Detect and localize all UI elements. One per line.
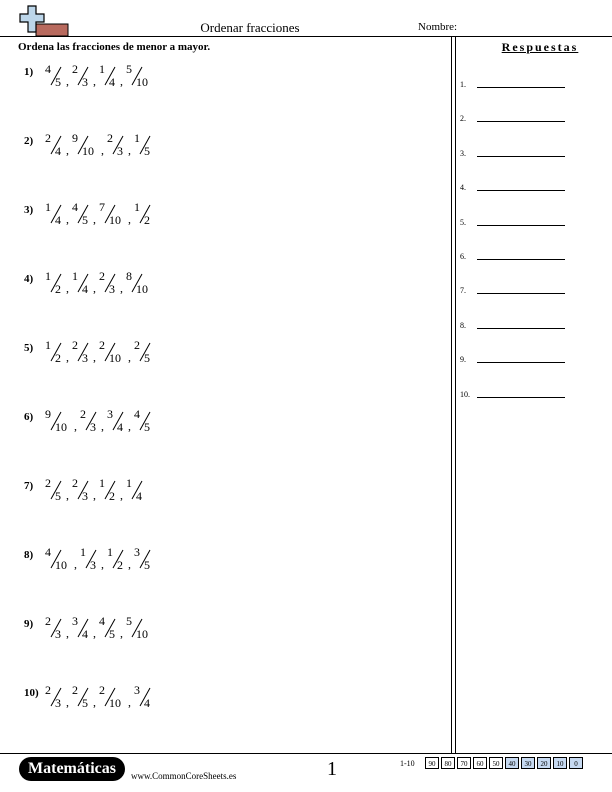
answer-number: 9. xyxy=(460,355,466,365)
separator-comma: , xyxy=(101,419,104,433)
answer-number: 1. xyxy=(460,80,466,89)
denominator: 3 xyxy=(55,627,61,641)
separator-comma: , xyxy=(120,74,123,88)
fraction xyxy=(71,683,101,717)
numerator: 9 xyxy=(45,407,51,421)
fraction xyxy=(98,476,128,510)
answer-field-1[interactable] xyxy=(460,80,580,94)
denominator: 3 xyxy=(55,696,61,710)
denominator: 10 xyxy=(109,351,121,365)
numerator: 3 xyxy=(107,407,113,421)
numerator: 2 xyxy=(99,269,105,283)
fraction xyxy=(133,200,163,234)
denominator: 5 xyxy=(144,351,150,365)
fraction xyxy=(98,200,128,234)
fraction xyxy=(106,131,136,165)
numerator: 1 xyxy=(45,338,51,352)
column-divider xyxy=(455,37,456,753)
problem-1 xyxy=(20,62,440,102)
denominator: 2 xyxy=(109,489,115,503)
problem-3 xyxy=(20,200,440,240)
denominator: 5 xyxy=(144,144,150,158)
score-cell: 40 xyxy=(505,757,519,769)
footer-divider xyxy=(0,753,612,754)
fraction xyxy=(71,476,101,510)
numerator: 3 xyxy=(134,545,140,559)
answer-line[interactable] xyxy=(477,397,565,398)
denominator: 5 xyxy=(144,420,150,434)
separator-comma: , xyxy=(93,350,96,364)
numerator: 1 xyxy=(99,476,105,490)
fraction xyxy=(98,338,128,372)
problem-number: 2) xyxy=(24,135,34,147)
denominator: 2 xyxy=(144,213,150,227)
numerator: 2 xyxy=(99,683,105,697)
numerator: 2 xyxy=(45,131,51,145)
denominator: 10 xyxy=(136,627,148,641)
fraction xyxy=(133,407,163,441)
answer-number: 7. xyxy=(460,286,466,296)
problem-10 xyxy=(20,683,440,723)
numerator: 4 xyxy=(45,545,51,559)
plus-logo-icon xyxy=(18,4,70,38)
problem-4 xyxy=(20,269,440,309)
denominator: 4 xyxy=(82,627,88,641)
answer-line[interactable] xyxy=(477,328,565,329)
numerator: 2 xyxy=(99,338,105,352)
numerator: 1 xyxy=(72,269,78,283)
score-cell: 90 xyxy=(425,757,439,769)
numerator: 2 xyxy=(45,683,51,697)
answer-number: 2. xyxy=(460,114,466,124)
answer-line[interactable] xyxy=(477,87,565,88)
separator-comma: , xyxy=(128,212,131,226)
brand-badge: Matemáticas xyxy=(19,757,125,781)
answer-number: 6. xyxy=(460,252,466,261)
instructions: Ordena las fracciones de menor a mayor. xyxy=(18,41,211,53)
answer-field-10[interactable] xyxy=(460,390,580,404)
numerator: 2 xyxy=(45,476,51,490)
separator-comma: , xyxy=(101,143,104,157)
separator-comma: , xyxy=(66,626,69,640)
numerator: 1 xyxy=(134,131,140,145)
answer-field-6[interactable] xyxy=(460,252,580,266)
answer-field-3[interactable] xyxy=(460,149,580,163)
fraction xyxy=(44,131,74,165)
problem-number: 6) xyxy=(24,411,34,423)
separator-comma: , xyxy=(93,212,96,226)
numerator: 1 xyxy=(126,476,132,490)
problem-number: 5) xyxy=(24,342,34,354)
answer-line[interactable] xyxy=(477,156,565,157)
fraction xyxy=(98,683,128,717)
answer-line[interactable] xyxy=(477,190,565,191)
score-cell: 20 xyxy=(537,757,551,769)
problem-number: 9) xyxy=(24,618,34,630)
answer-field-2[interactable] xyxy=(460,114,580,128)
numerator: 5 xyxy=(126,62,132,76)
website-text: www.CommonCoreSheets.es xyxy=(131,771,237,781)
fraction xyxy=(44,683,74,717)
score-cell: 50 xyxy=(489,757,503,769)
numerator: 4 xyxy=(134,407,140,421)
score-cell: 10 xyxy=(553,757,567,769)
answer-line[interactable] xyxy=(477,225,565,226)
separator-comma: , xyxy=(128,350,131,364)
fraction xyxy=(44,200,74,234)
fraction xyxy=(71,269,101,303)
score-cell: 60 xyxy=(473,757,487,769)
numerator: 9 xyxy=(72,131,78,145)
problem-2 xyxy=(20,131,440,171)
fraction xyxy=(71,200,101,234)
separator-comma: , xyxy=(120,281,123,295)
denominator: 4 xyxy=(55,144,61,158)
denominator: 5 xyxy=(55,75,61,89)
fraction xyxy=(125,476,155,510)
problem-number: 7) xyxy=(24,480,34,492)
denominator: 5 xyxy=(82,213,88,227)
numerator: 2 xyxy=(72,476,78,490)
fraction xyxy=(133,338,163,372)
denominator: 3 xyxy=(90,420,96,434)
numerator: 5 xyxy=(126,614,132,628)
score-range-label: 1-10 xyxy=(400,759,415,768)
numerator: 2 xyxy=(72,683,78,697)
separator-comma: , xyxy=(120,626,123,640)
numerator: 2 xyxy=(134,338,140,352)
denominator: 3 xyxy=(82,351,88,365)
fraction xyxy=(71,62,101,96)
numerator: 2 xyxy=(72,62,78,76)
separator-comma: , xyxy=(66,74,69,88)
problem-6 xyxy=(20,407,440,447)
separator-comma: , xyxy=(128,557,131,571)
denominator: 5 xyxy=(82,696,88,710)
denominator: 3 xyxy=(90,558,96,572)
worksheet-title: Ordenar fracciones xyxy=(200,20,300,35)
answer-field-7[interactable] xyxy=(460,286,580,300)
separator-comma: , xyxy=(120,488,123,502)
fraction xyxy=(98,62,128,96)
numerator: 4 xyxy=(72,200,78,214)
denominator: 2 xyxy=(117,558,123,572)
denominator: 5 xyxy=(109,627,115,641)
fraction xyxy=(133,131,163,165)
separator-comma: , xyxy=(66,350,69,364)
problem-number: 3) xyxy=(24,204,34,216)
page-number: 1 xyxy=(327,758,337,780)
separator-comma: , xyxy=(128,695,131,709)
denominator: 4 xyxy=(117,420,123,434)
denominator: 4 xyxy=(136,489,142,503)
separator-comma: , xyxy=(66,143,69,157)
answer-number: 4. xyxy=(460,183,466,193)
numerator: 1 xyxy=(80,545,86,559)
name-label: Nombre: xyxy=(418,21,458,33)
fraction xyxy=(106,545,136,579)
answer-field-5[interactable] xyxy=(460,218,580,232)
score-table xyxy=(423,757,583,769)
fraction xyxy=(79,407,109,441)
numerator: 1 xyxy=(45,200,51,214)
fraction xyxy=(125,614,155,648)
answer-number: 8. xyxy=(460,320,466,330)
problem-number: 8) xyxy=(24,549,34,561)
numerator: 2 xyxy=(80,407,86,421)
separator-comma: , xyxy=(66,212,69,226)
numerator: 4 xyxy=(99,614,105,628)
fraction xyxy=(79,545,109,579)
problem-7 xyxy=(20,476,440,516)
numerator: 1 xyxy=(99,62,105,76)
answer-field-9[interactable] xyxy=(460,355,580,369)
fraction xyxy=(71,614,101,648)
numerator: 2 xyxy=(45,614,51,628)
answer-field-4[interactable] xyxy=(460,183,580,197)
denominator: 5 xyxy=(144,558,150,572)
separator-comma: , xyxy=(101,557,104,571)
fraction xyxy=(133,545,163,579)
denominator: 4 xyxy=(82,282,88,296)
separator-comma: , xyxy=(128,143,131,157)
problem-9 xyxy=(20,614,440,654)
numerator: 1 xyxy=(45,269,51,283)
problem-number: 4) xyxy=(24,273,34,285)
denominator: 10 xyxy=(136,75,148,89)
numerator: 7 xyxy=(99,200,105,214)
fraction xyxy=(44,338,74,372)
answer-number: 5. xyxy=(460,217,466,227)
answer-field-8[interactable] xyxy=(460,321,580,335)
fraction xyxy=(44,614,74,648)
denominator: 10 xyxy=(82,144,94,158)
denominator: 4 xyxy=(55,213,61,227)
denominator: 3 xyxy=(109,282,115,296)
score-cell: 80 xyxy=(441,757,455,769)
separator-comma: , xyxy=(128,419,131,433)
fraction xyxy=(106,407,136,441)
column-divider xyxy=(451,37,452,753)
separator-comma: , xyxy=(66,488,69,502)
problem-8 xyxy=(20,545,440,585)
numerator: 4 xyxy=(45,62,51,76)
separator-comma: , xyxy=(74,557,77,571)
fraction xyxy=(125,62,155,96)
denominator: 4 xyxy=(109,75,115,89)
answer-line[interactable] xyxy=(477,362,565,363)
denominator: 10 xyxy=(109,696,121,710)
fraction xyxy=(44,476,74,510)
fraction xyxy=(71,338,101,372)
problem-number: 1) xyxy=(24,66,34,78)
numerator: 2 xyxy=(107,131,113,145)
numerator: 1 xyxy=(107,545,113,559)
denominator: 10 xyxy=(109,213,121,227)
separator-comma: , xyxy=(66,695,69,709)
problem-number: 10) xyxy=(24,687,39,699)
score-cell: 70 xyxy=(457,757,471,769)
denominator: 5 xyxy=(55,489,61,503)
score-cell: 30 xyxy=(521,757,535,769)
answers-title: Respuestas xyxy=(501,40,579,54)
fraction xyxy=(125,269,155,303)
numerator: 3 xyxy=(72,614,78,628)
denominator: 3 xyxy=(82,75,88,89)
fraction xyxy=(71,131,101,165)
denominator: 2 xyxy=(55,351,61,365)
answer-line[interactable] xyxy=(477,259,565,260)
separator-comma: , xyxy=(93,74,96,88)
header-divider xyxy=(0,36,612,37)
fraction xyxy=(44,269,74,303)
separator-comma: , xyxy=(93,281,96,295)
fraction xyxy=(44,545,74,579)
separator-comma: , xyxy=(93,695,96,709)
fraction xyxy=(44,407,74,441)
denominator: 2 xyxy=(55,282,61,296)
numerator: 3 xyxy=(134,683,140,697)
fraction xyxy=(98,614,128,648)
answer-line[interactable] xyxy=(477,121,565,122)
separator-comma: , xyxy=(66,281,69,295)
score-cell: 0 xyxy=(569,757,583,769)
separator-comma: , xyxy=(74,419,77,433)
numerator: 2 xyxy=(72,338,78,352)
denominator: 10 xyxy=(136,282,148,296)
denominator: 3 xyxy=(117,144,123,158)
problem-5 xyxy=(20,338,440,378)
denominator: 3 xyxy=(82,489,88,503)
answer-number: 3. xyxy=(460,148,466,158)
denominator: 10 xyxy=(55,420,67,434)
fraction xyxy=(44,62,74,96)
denominator: 10 xyxy=(55,558,67,572)
numerator: 8 xyxy=(126,269,132,283)
answer-line[interactable] xyxy=(477,293,565,294)
separator-comma: , xyxy=(93,626,96,640)
denominator: 4 xyxy=(144,696,150,710)
numerator: 1 xyxy=(134,200,140,214)
separator-comma: , xyxy=(93,488,96,502)
fraction xyxy=(98,269,128,303)
answer-number: 10. xyxy=(460,389,470,399)
fraction xyxy=(133,683,163,717)
